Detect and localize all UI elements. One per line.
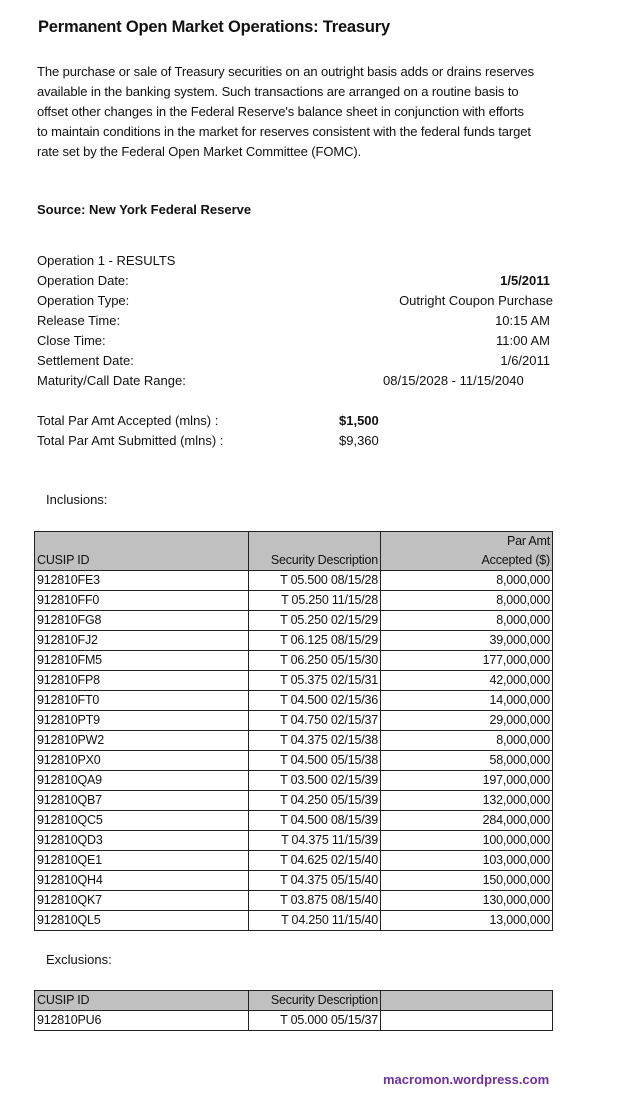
source-line: Source: New York Federal Reserve [37,202,252,217]
cell-cusip-id: 912810QL5 [35,911,249,931]
cell-par-amt: 14,000,000 [381,691,553,711]
cell-par-amt: 8,000,000 [381,571,553,591]
watermark-link[interactable]: macromon.wordpress.com [383,1072,550,1087]
cell-cusip-id: 912810FF0 [35,591,249,611]
field-value-maturity-range: 08/15/2028 - 11/15/2040 [383,373,524,388]
field-label-maturity-range: Maturity/Call Date Range: [37,373,186,388]
cell-par-amt [381,1011,553,1031]
cell-par-amt: 42,000,000 [381,671,553,691]
cell-security-description: T 05.250 02/15/29 [249,611,381,631]
cell-security-description: T 05.375 02/15/31 [249,671,381,691]
cell-cusip-id: 912810PU6 [35,1011,249,1031]
field-value-release-time: 10:15 AM [495,313,550,328]
total-accepted-value: $1,500 [339,413,379,428]
cell-security-description: T 04.500 05/15/38 [249,751,381,771]
total-submitted-value: $9,360 [339,433,379,448]
table-row [35,631,553,651]
exclusions-label: Exclusions: [46,952,112,967]
table-row [35,831,553,851]
cell-par-amt: 58,000,000 [381,751,553,771]
table-row [35,711,553,731]
cell-security-description: T 04.375 02/15/38 [249,731,381,751]
cell-par-amt: 150,000,000 [381,871,553,891]
cell-security-description: T 05.500 08/15/28 [249,571,381,591]
cell-par-amt: 103,000,000 [381,851,553,871]
cell-par-amt: 284,000,000 [381,811,553,831]
table-row [35,811,553,831]
cell-security-description: T 06.250 05/15/30 [249,651,381,671]
cell-cusip-id: 912810QC5 [35,811,249,831]
total-submitted-label: Total Par Amt Submitted (mlns) : [37,433,224,448]
operation-heading: Operation 1 - RESULTS [37,253,176,268]
cell-par-amt: 132,000,000 [381,791,553,811]
cell-cusip-id: 912810FJ2 [35,631,249,651]
table-row [35,731,553,751]
total-accepted-label: Total Par Amt Accepted (mlns) : [37,413,219,428]
cell-security-description: T 04.500 08/15/39 [249,811,381,831]
cell-cusip-id: 912810FG8 [35,611,249,631]
cell-par-amt: 29,000,000 [381,711,553,731]
field-value-close-time: 11:00 AM [496,333,550,348]
cell-par-amt: 100,000,000 [381,831,553,851]
field-value-operation-date: 1/5/2011 [500,273,550,288]
header-cusip-id: CUSIP ID [35,991,249,1011]
field-value-operation-type: Outright Coupon Purchase [399,293,553,308]
cell-security-description: T 04.500 02/15/36 [249,691,381,711]
cell-par-amt: 130,000,000 [381,891,553,911]
exclusions-table [34,990,553,1031]
cell-cusip-id: 912810FE3 [35,571,249,591]
cell-security-description: T 04.250 05/15/39 [249,791,381,811]
cell-security-description: T 04.375 05/15/40 [249,871,381,891]
inclusions-label: Inclusions: [46,492,108,507]
cell-par-amt: 177,000,000 [381,651,553,671]
cell-security-description: T 05.000 05/15/37 [249,1011,381,1031]
cell-cusip-id: 912810QK7 [35,891,249,911]
cell-cusip-id: 912810QA9 [35,771,249,791]
table-row [35,571,553,591]
cell-security-description: T 06.125 08/15/29 [249,631,381,651]
field-label-operation-type: Operation Type: [37,293,130,308]
table-row [35,611,553,631]
header-par-amt-line2: Accepted ($) [481,553,550,567]
inclusions-header-row [35,532,553,571]
cell-par-amt: 8,000,000 [381,611,553,631]
cell-cusip-id: 912810QE1 [35,851,249,871]
cell-cusip-id: 912810FM5 [35,651,249,671]
header-par-amt-line1: Par Amt [506,534,550,548]
cell-cusip-id: 912810QB7 [35,791,249,811]
cell-security-description: T 04.250 11/15/40 [249,911,381,931]
cell-par-amt: 39,000,000 [381,631,553,651]
cell-cusip-id: 912810QD3 [35,831,249,851]
cell-security-description: T 04.375 11/15/39 [249,831,381,851]
cell-security-description: T 05.250 11/15/28 [249,591,381,611]
cell-par-amt: 8,000,000 [381,731,553,751]
table-row [35,911,553,931]
cell-security-description: T 04.750 02/15/37 [249,711,381,731]
table-row [35,651,553,671]
exclusions-header-row [35,991,553,1011]
cell-cusip-id: 912810FP8 [35,671,249,691]
cell-cusip-id: 912810QH4 [35,871,249,891]
table-row [35,851,553,871]
cell-cusip-id: 912810PW2 [35,731,249,751]
cell-par-amt: 13,000,000 [381,911,553,931]
cell-par-amt: 8,000,000 [381,591,553,611]
header-par-amt-accepted [381,532,553,571]
table-row [35,791,553,811]
table-row [35,871,553,891]
table-row [35,591,553,611]
inclusions-table [34,531,553,931]
field-label-operation-date: Operation Date: [37,273,129,288]
cell-cusip-id: 912810PX0 [35,751,249,771]
header-empty [381,991,553,1011]
table-row [35,1011,553,1031]
header-security-description: Security Description [249,532,381,571]
field-value-settlement-date: 1/6/2011 [500,353,550,368]
cell-par-amt: 197,000,000 [381,771,553,791]
header-security-description: Security Description [249,991,381,1011]
field-label-close-time: Close Time: [37,333,106,348]
header-cusip-id: CUSIP ID [35,532,249,571]
field-label-release-time: Release Time: [37,313,121,328]
table-row [35,771,553,791]
cell-cusip-id: 912810FT0 [35,691,249,711]
description: The purchase or sale of Treasury securities on an outright basis adds or drains reserves available in the banking system. Such transactions are arranged on a routine basis to offset other changes in the Federal Reserve's balance sheet in conjunction with efforts to maintain conditions in the market for reserves consistent with the federal funds target rate set by the Federal Open Market Committee (FOMC). [37,64,535,159]
cell-security-description: T 03.500 02/15/39 [249,771,381,791]
cell-cusip-id: 912810PT9 [35,711,249,731]
page-title: Permanent Open Market Operations: Treasury [38,18,390,36]
table-row [35,751,553,771]
cell-security-description: T 04.625 02/15/40 [249,851,381,871]
table-row [35,891,553,911]
table-row [35,691,553,711]
field-label-settlement-date: Settlement Date: [37,353,134,368]
table-row [35,671,553,691]
cell-security-description: T 03.875 08/15/40 [249,891,381,911]
